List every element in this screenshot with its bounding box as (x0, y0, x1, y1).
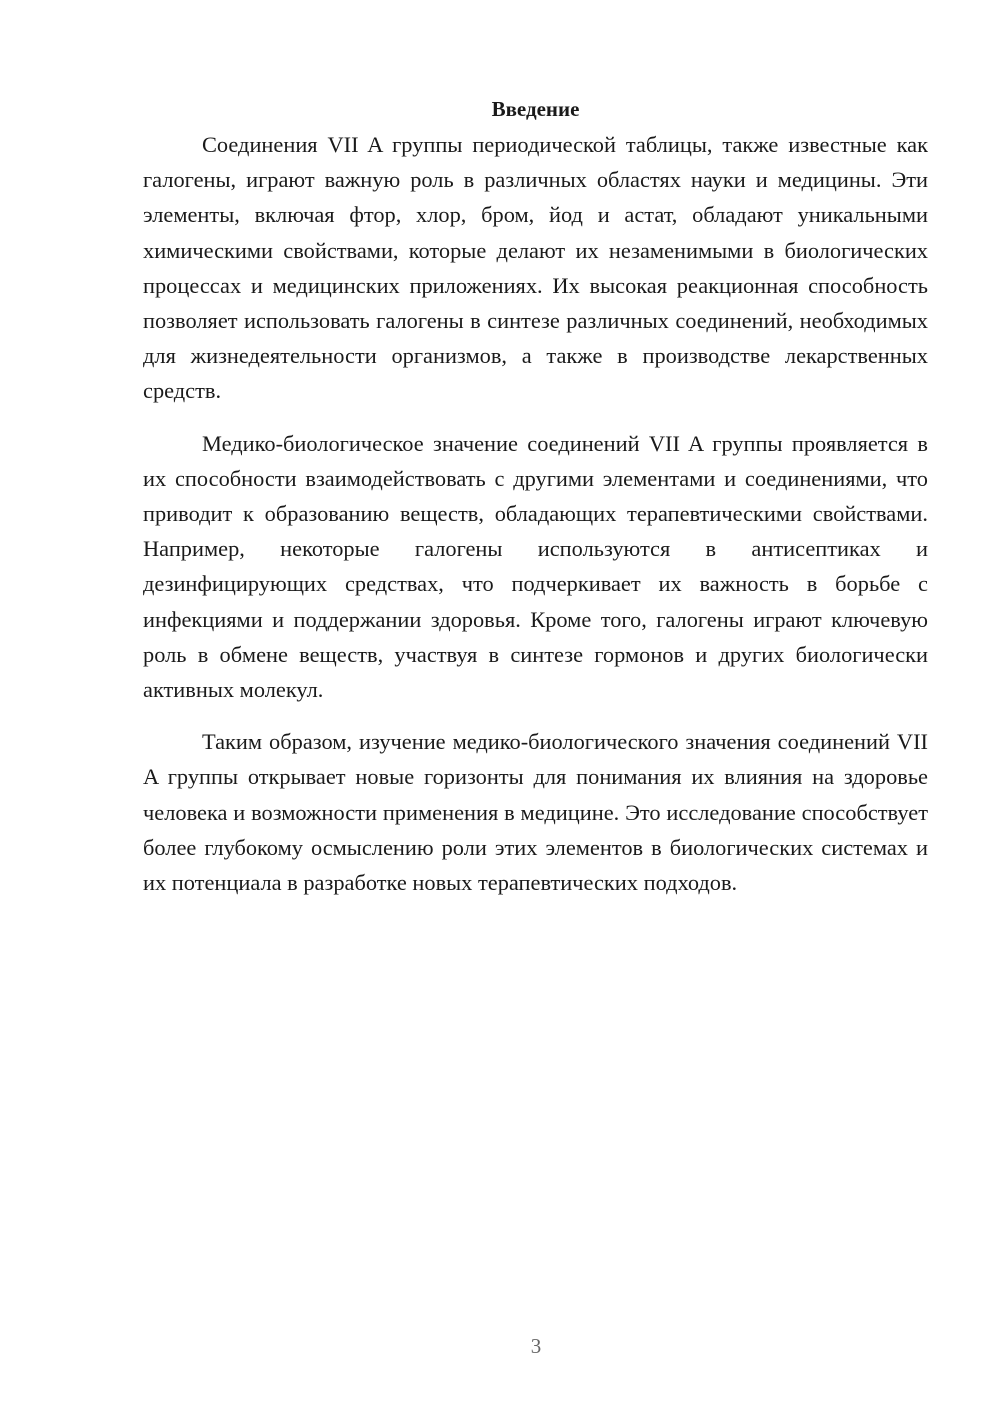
paragraph-1: Соединения VII A группы периодической таблицы, также известные как галогены, играют важную роль в различных областях науки и медицины. Эти элементы, включая фтор, хлор, бром, йод и астат, обладают уникальными химическими свойствами, которые делают их незаменимыми в биологических процессах и медицинских приложениях. Их высокая реакционная способность позволяет использовать галогены в синтезе различных соединений, необходимых для жизнедеятельности организмов, а также в производстве лекарственных средств. (143, 132, 928, 404)
paragraph-2: Медико-биологическое значение соединений VII A группы проявляется в их способности взаимодействовать с другими элементами и соединениями, что приводит к образованию веществ, обладающих терапевтическими свойствами. Например, некоторые галогены используются в антисептиках и дезинфицирующих средствах, что подчеркивает их важность в борьбе с инфекциями и поддержании здоровья. Кроме того, галогены играют ключевую роль в обмене веществ, участвуя в синтезе гормонов и других биологически активных молекул. (143, 430, 928, 703)
paragraph-3: Таким образом, изучение медико-биологического значения соединений VII A группы открывает новые горизонты для понимания их влияния на здоровье человека и возможности применения в медицине. Это исследование способствует более глубокому осмыслению роли этих элементов в биологических системах и их потенциала в разработке новых терапевтических подходов. (143, 729, 928, 896)
document-body (143, 92, 928, 900)
page-number: 3 (530, 1334, 542, 1358)
section-heading: Введение (491, 97, 580, 121)
